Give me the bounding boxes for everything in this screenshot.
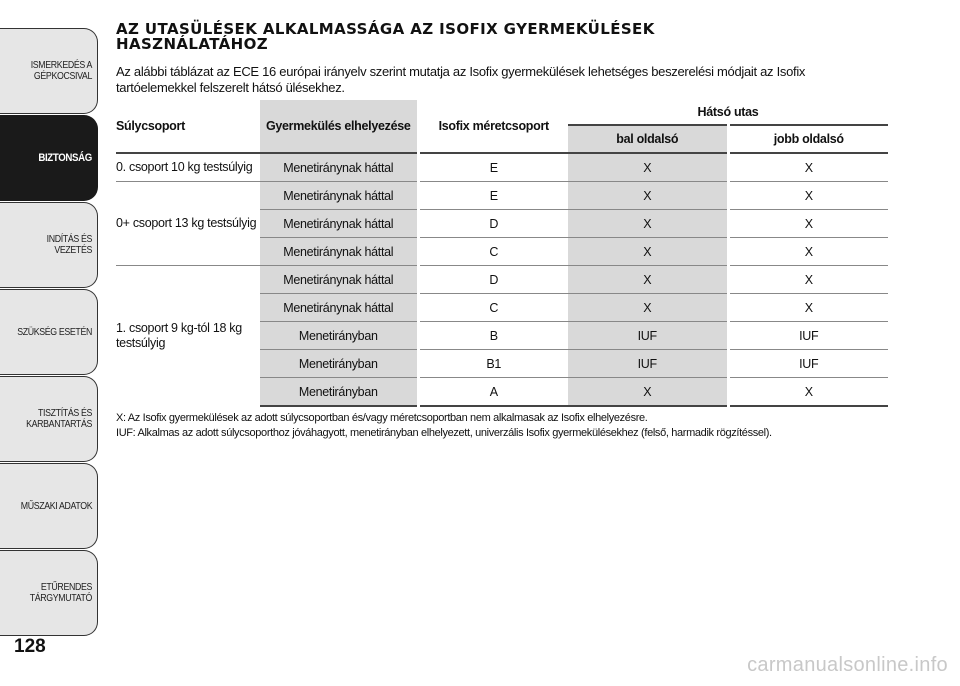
header-seat-position: Gyermekülés elhelyezése [260, 100, 418, 153]
rear-left-cell: X [568, 294, 728, 322]
size-class-cell: A [418, 378, 568, 407]
rear-left-cell: X [568, 378, 728, 407]
group-1: 1. csoport 9 kg-tól 18 kg testsúlyig [116, 266, 260, 407]
header-rear: Hátsó utas [697, 105, 759, 119]
tab-label: ETŰRENDES TÁRGYMUTATÓ [29, 582, 92, 604]
rear-left-cell: IUF [568, 350, 728, 378]
rear-left-cell: X [568, 266, 728, 294]
seat-position-cell: Menetiránynak háttal [260, 210, 418, 238]
tab-label: MŰSZAKI ADATOK [20, 500, 92, 512]
rear-right-cell: X [728, 182, 888, 210]
rear-left-cell: IUF [568, 322, 728, 350]
tab-szukseg[interactable] [0, 289, 98, 375]
intro-text: Az alábbi táblázat az ECE 16 európai irányelv szerint mutatja az Isofix gyermekülések lehetséges beszerelési módjait az Isofix tartóelemekkel felszerelt hátsó ülésekhez. [116, 64, 806, 95]
size-class-cell: E [418, 182, 568, 210]
size-class-cell: C [418, 238, 568, 266]
seat-position-cell: Menetirányban [260, 378, 418, 407]
tab-label: TISZTÍTÁS ÉS KARBANTARTÁS [26, 408, 93, 430]
rear-right-cell: X [728, 294, 888, 322]
table-notes [116, 411, 888, 441]
tab-label: ISMERKEDÉS A GÉPKOCSIVAL [30, 60, 92, 82]
tab-label: BIZTONSÁG [38, 151, 92, 164]
isofix-table [116, 100, 888, 407]
rear-right-cell: X [728, 238, 888, 266]
seat-position-cell: Menetirányban [260, 322, 418, 350]
seat-position-cell: Menetiránynak háttal [260, 153, 418, 182]
rear-left-cell: X [568, 182, 728, 210]
tab-inditas[interactable] [0, 202, 98, 288]
group-0: 0. csoport 10 kg testsúlyig [116, 160, 253, 174]
header-rear-right: jobb oldalsó [728, 125, 888, 153]
size-class-cell: C [418, 294, 568, 322]
size-class-cell: D [418, 266, 568, 294]
seat-position-cell: Menetiránynak háttal [260, 294, 418, 322]
note-x: X: Az Isofix gyermekülések az adott súlycsoportban és/vagy méretcsoportban nem alkalmasak az Isofix elhelyezésre. [116, 412, 648, 424]
tab-muszaki[interactable] [0, 463, 98, 549]
table-row [116, 153, 888, 182]
page-title [116, 22, 888, 52]
header-rear-left: bal oldalsó [568, 125, 728, 153]
size-class-cell: B1 [418, 350, 568, 378]
seat-position-cell: Menetiránynak háttal [260, 182, 418, 210]
rear-left-cell: X [568, 238, 728, 266]
tab-label: INDÍTÁS ÉS VEZETÉS [46, 234, 92, 256]
rear-right-cell: X [728, 266, 888, 294]
main-content [116, 22, 888, 441]
rear-right-cell: X [728, 378, 888, 407]
rear-left-cell: X [568, 210, 728, 238]
tab-ismerkedes[interactable] [0, 28, 98, 114]
size-class-cell: D [418, 210, 568, 238]
page-number: 128 [14, 636, 46, 657]
table-row [116, 266, 888, 294]
tab-label: SZÜKSÉG ESETÉN [17, 326, 92, 338]
rear-left-cell: X [568, 153, 728, 182]
size-class-cell: B [418, 322, 568, 350]
seat-position-cell: Menetiránynak háttal [260, 238, 418, 266]
table-row [116, 182, 888, 210]
rear-right-cell: X [804, 160, 813, 175]
tab-targymutato[interactable] [0, 550, 98, 636]
tab-tisztitas[interactable] [0, 376, 98, 462]
rear-right-cell: X [728, 210, 888, 238]
rear-right-cell: IUF [728, 322, 888, 350]
title-line-2: HASZNÁLATÁHOZ [116, 35, 269, 53]
group-0plus: 0+ csoport 13 kg testsúlyig [116, 182, 260, 266]
header-weight-group: Súlycsoport [116, 100, 260, 153]
tab-biztonsag[interactable] [0, 115, 98, 201]
size-class-cell: E [489, 160, 498, 175]
watermark: carmanualsonline.info [747, 654, 948, 676]
rear-right-cell: IUF [728, 350, 888, 378]
seat-position-cell: Menetiránynak háttal [260, 266, 418, 294]
note-iuf: IUF: Alkalmas az adott súlycsoporthoz jóváhagyott, menetirányban elhelyezett, univerzális Isofix gyermekülésekhez (felső, harmadik rögzítéssel). [116, 427, 772, 439]
title-line-1: AZ UTASÜLÉSEK ALKALMASSÁGA AZ ISOFIX GYERMEKÜLÉSEK [116, 20, 655, 38]
seat-position-cell: Menetirányban [260, 350, 418, 378]
header-size-class: Isofix méretcsoport [418, 100, 568, 153]
